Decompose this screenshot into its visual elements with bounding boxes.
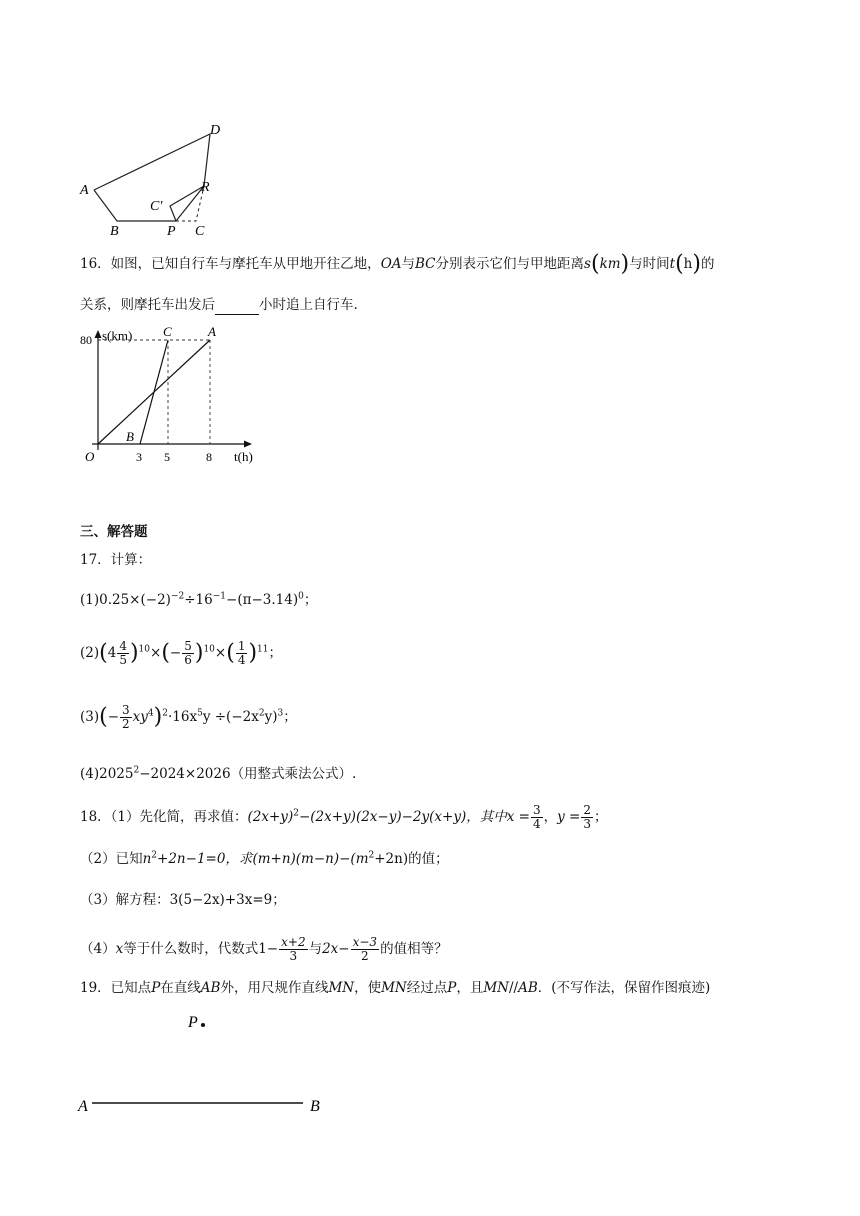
label-R: R [201,180,210,195]
quad-bottom [94,190,176,221]
x-axis-label: t(h) [234,449,253,464]
q17-part4: $(4)2025^2-2024\times 2026$（用整式乘法公式）. [80,765,357,782]
q17-part1: $(1)0.25\times(-2)^{-2}\div 16^{-1}-(\pi-3.14)^0$； [80,591,318,608]
distance-time-chart [76,322,266,470]
answer-blank[interactable] [215,300,259,315]
label-P: P [167,224,176,239]
y-axis-label: s(km) [102,328,133,343]
label-B: B [110,224,119,239]
q17-part3: (3)(− $\frac{3}{2}$ $xy^4)^2\cdot 16x^5y \div(-2x^2y)^3$； [80,703,297,731]
point-label-C: C [163,324,172,339]
figure-15 [70,118,240,240]
x-axis-arrow [244,441,252,448]
q18-part3: （3）解方程：3(5−2x)+3x=9； [80,892,286,908]
x-tick-label-5: 5 [164,450,170,464]
q18-part4: （4）x等于什么数时，代数式1− $\frac{x+2}{3}$ 与2x− $\frac{x-3}{2}$ 的值相等？ [80,935,448,963]
y-axis-arrow [95,330,102,338]
point-A-label: A [78,1098,88,1115]
y-tick-label: 80 [80,333,92,347]
point-P [201,1023,205,1027]
q17-title: 17．计算： [80,552,152,568]
label-A: A [80,183,89,198]
label-C: C [195,224,205,239]
point-P-label: P [188,1014,198,1031]
section-title: 三、解答题 [80,524,148,540]
point-B-label: B [310,1098,320,1115]
point-label-A: A [208,324,216,339]
label-D: D [210,123,221,138]
point-label-B: B [126,429,134,444]
q16-line2: 关系，则摩托车出发后 小时追上自行车. [80,297,358,313]
q18-part1: 18．（1）先化简，再求值：$(2x+y)^2-(2x+y)(2x-y)-2y(x+y)$，其中x = $\frac{3}{4}$ ，y = $\frac{2}{3}$ ； [80,803,608,831]
q16-line1: 16．如图，已知自行车与摩托车从甲地开往乙地，OA与BC分别表示它们与甲地距离s(km)与时间t(h)的 [80,251,715,277]
q17-part2: (2)(4 $\frac{4}{5}$ )$^{10}$×(− $\frac{5}{6}$ )$^{10}$×( $\frac{1}{4}$ )$^{11}$； [80,639,282,667]
x-tick-label-8: 8 [206,450,212,464]
fold-triangle [170,186,204,221]
x-tick-label-3: 3 [136,450,142,464]
quad-outline [94,134,210,190]
figure-19 [70,1005,340,1120]
q18-part2: （2）已知$n^2+2n-1=0$，求$(m+n)(m-n)-(m^2+2n)$的值； [80,850,449,867]
series-line-bc [140,340,168,444]
q19-text: 19．已知点P在直线AB外，用尺规作直线MN，使MN经过点P，且MN//AB．(不写作法，保留作图痕迹) [80,980,711,996]
origin-label: O [85,449,95,464]
label-C-prime: C′ [150,199,163,214]
